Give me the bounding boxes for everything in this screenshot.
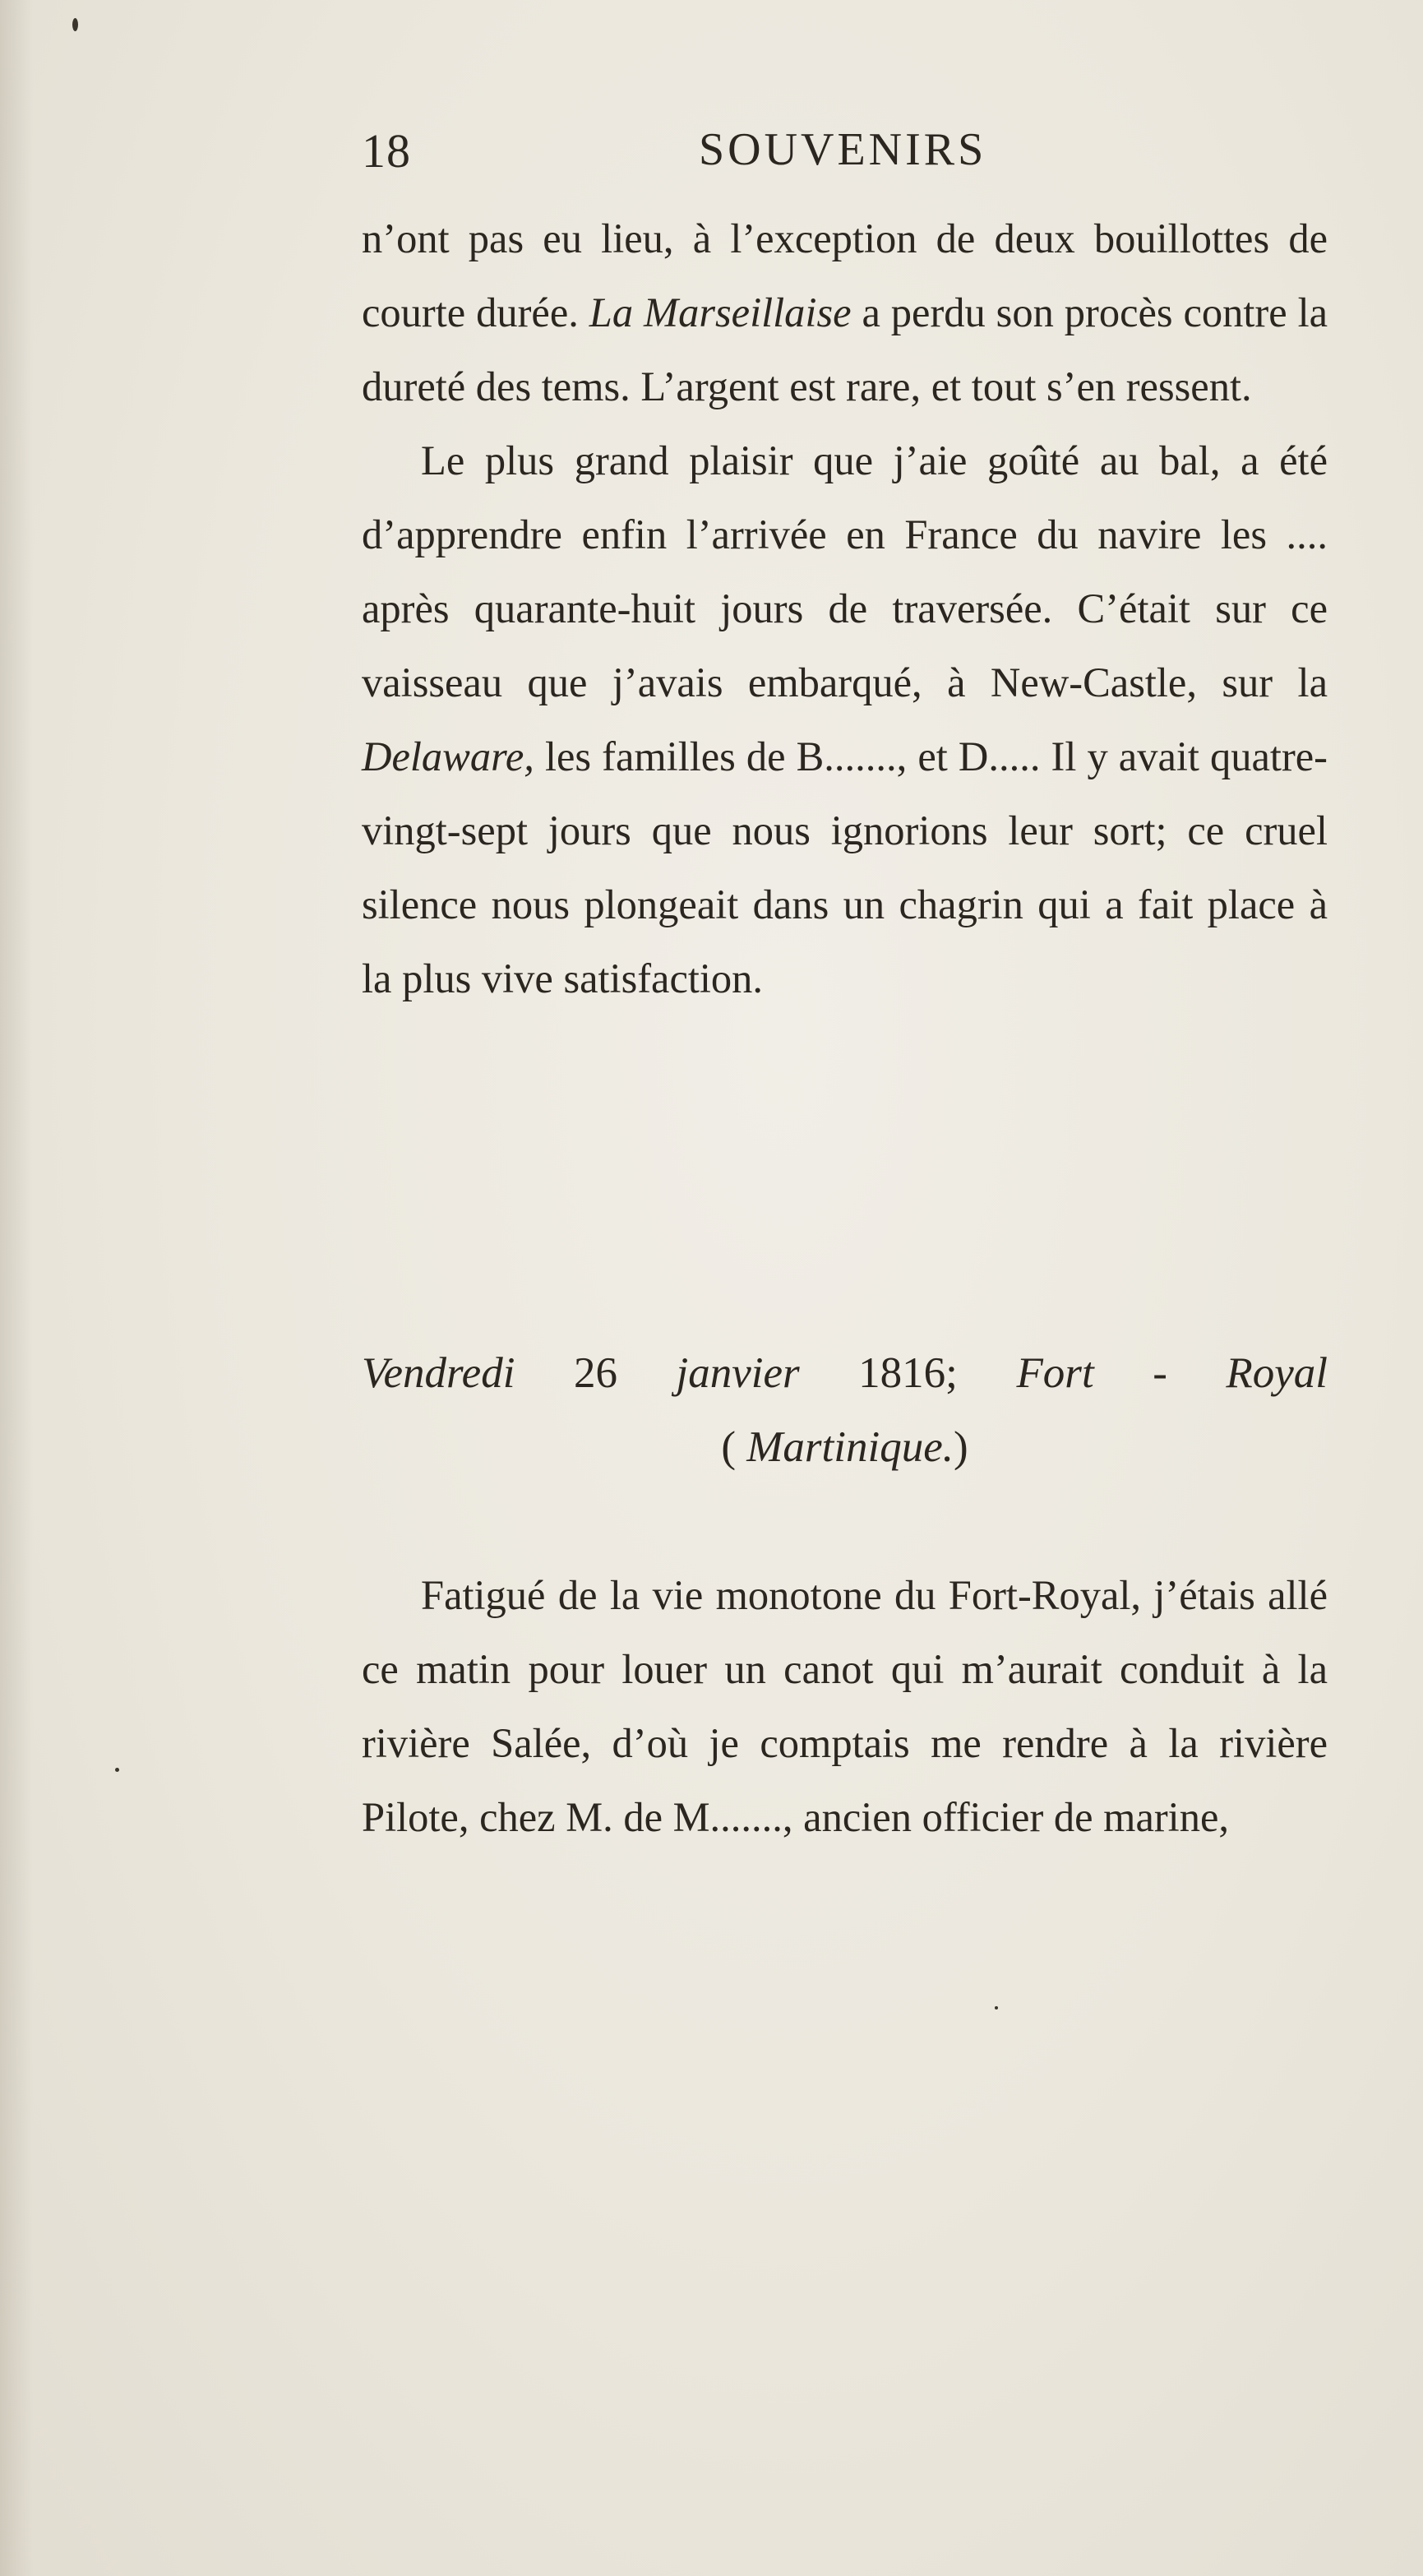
page-edge-shadow [0,0,33,2576]
entry-heading-line-2 [362,1410,1328,1484]
entry-region: Martinique. [746,1423,954,1471]
paragraph-1 [362,201,1328,423]
ink-speck [995,2006,998,2009]
paragraph-2-text-a: Le plus grand plaisir que j’aie goûté au bal, a été d’apprendre enfin l’arrivée en France du navire les .... après quarante-huit jours de traversée. C’était sur ce vaisseau que j’avais embarqué, à New-Castle, sur la [362,437,1328,705]
entry-month: janvier [676,1349,800,1397]
entry-place: Fort - Royal [1016,1349,1328,1397]
page-header [362,123,1332,189]
ink-speck [72,18,78,31]
paragraph-2 [362,423,1328,1015]
body-text-bottom [362,1558,1328,1854]
paragraph-2-italic: Delaware, [362,733,534,779]
paragraph-1-text-a: n’ont pas eu lieu, à l’exception de deux bouillottes de courte durée. [362,215,1328,335]
entry-day: Vendredi [362,1349,515,1397]
entry-year: 1816; [799,1349,1017,1397]
entry-heading-line-1 [362,1336,1328,1410]
ink-speck [115,1768,119,1772]
running-head: SOUVENIRS [699,124,987,175]
page-number: 18 [362,124,411,178]
paragraph-1-italic: La Marseillaise [589,289,852,335]
paragraph-2-text-b: les familles de B......., et D..... Il y avait quatre-vingt-sept jours que nous ignorions leur sort; ce cruel silence nous plongeait dans un chagrin qui a fait place à la plus vive satisfaction. [362,733,1328,1001]
entry-heading [362,1336,1328,1484]
entry-region-open: ( [721,1423,747,1471]
paragraph-3: Fatigué de la vie monotone du Fort-Royal, j’étais allé ce matin pour louer un canot qui m’aurait conduit à la rivière Salée, d’où je comptais me rendre à la rivière Pilote, chez M. de M......., ancien officier de marine, [362,1572,1328,1840]
entry-region-close: ) [953,1423,968,1471]
entry-date-number: 26 [515,1349,677,1397]
body-text-top [362,201,1328,1015]
paragraph-1-text-b: a perdu son procès contre la dureté des tems. L’argent est rare, et tout s’en ressent. [362,289,1328,409]
